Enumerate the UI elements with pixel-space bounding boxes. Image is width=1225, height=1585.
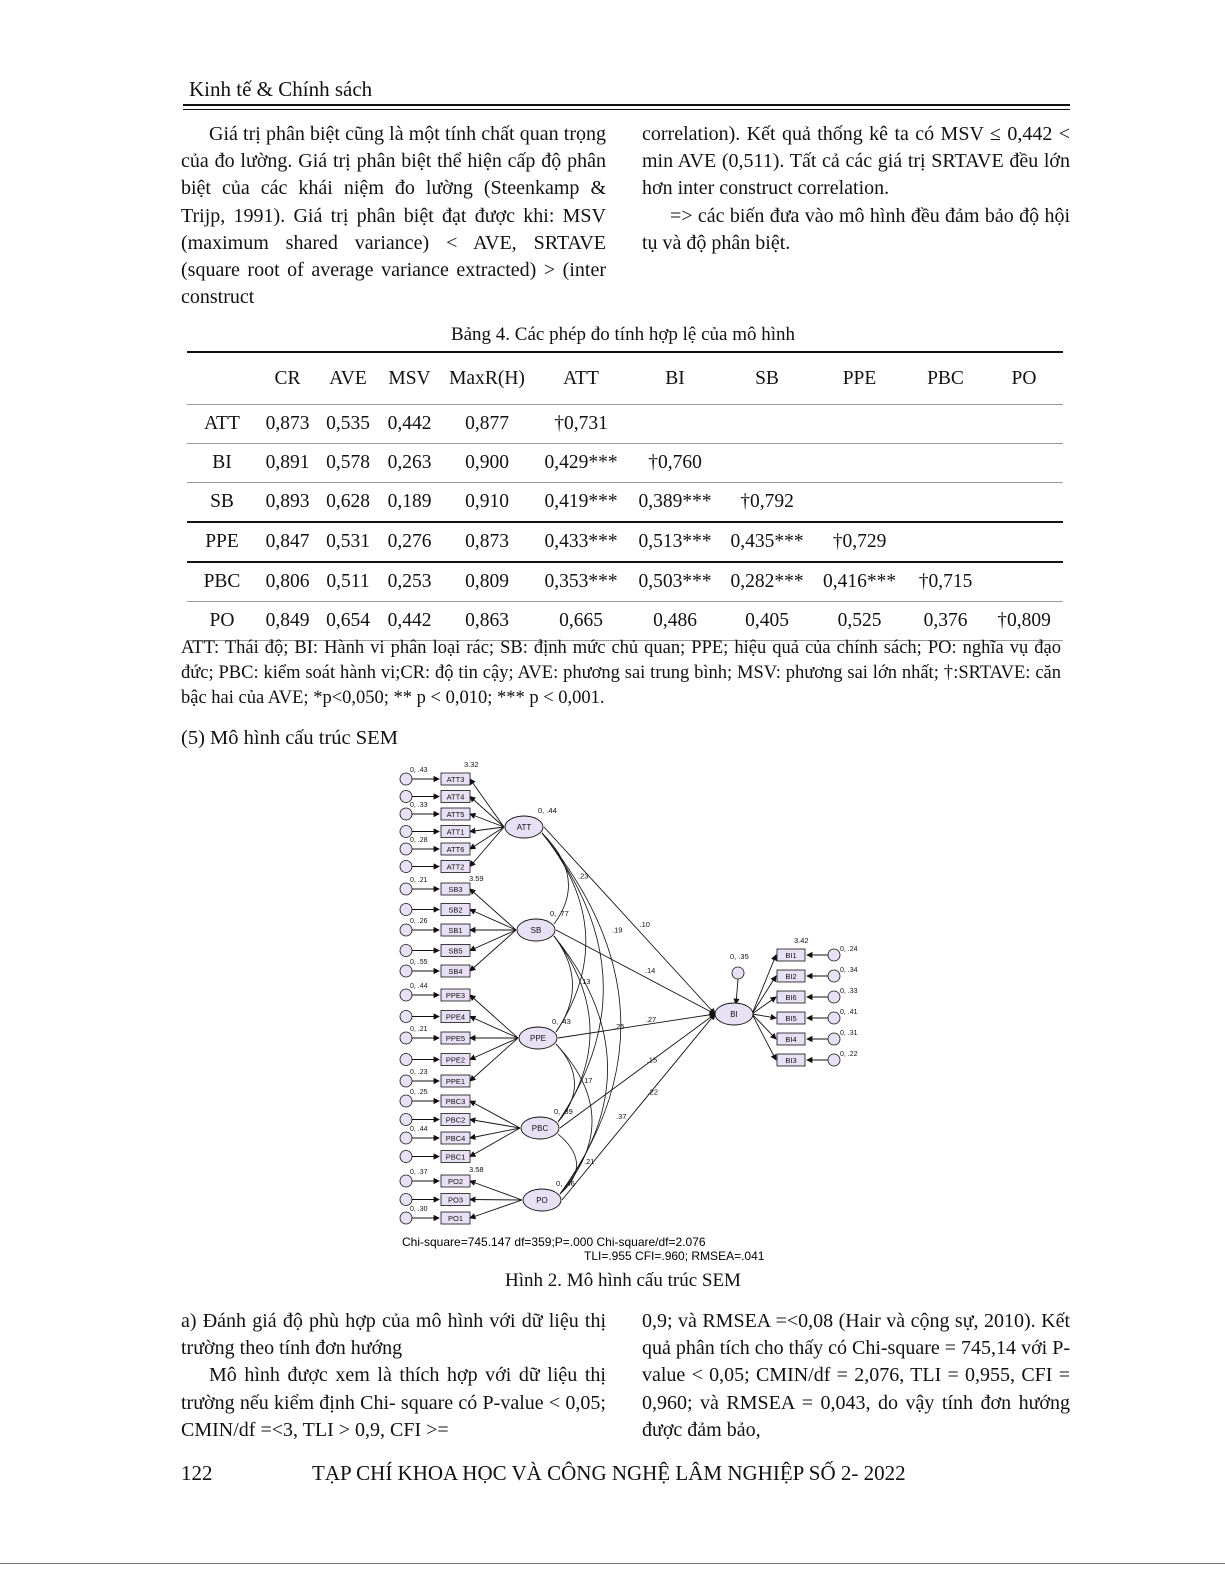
error-variance-label: 0, .28 <box>410 837 428 844</box>
table-header-cell: PBC <box>906 352 985 405</box>
latent-variance-label: 0, .39 <box>554 1107 573 1116</box>
table-cell: 0,433*** <box>533 522 629 562</box>
table-row <box>187 444 1063 483</box>
error-node <box>400 924 412 936</box>
structural-path <box>556 930 715 1014</box>
error-node <box>400 1095 412 1107</box>
intercept-label: 3.42 <box>794 936 809 945</box>
correlation-label: .17 <box>582 1076 593 1085</box>
correlation-arc <box>554 936 608 1194</box>
error-variance-label: 0, .21 <box>410 877 428 884</box>
indicator-label: PBC3 <box>445 1097 466 1106</box>
table-cell: 0,263 <box>378 444 441 483</box>
table-cell: 0,893 <box>257 483 318 523</box>
error-node <box>828 970 840 982</box>
table-cell <box>906 444 985 483</box>
disturbance-arrow <box>736 979 738 1004</box>
table-header-row <box>187 352 1063 405</box>
indicator-label: SB2 <box>448 905 463 915</box>
table-cell: PO <box>187 602 257 641</box>
loading-arrow <box>470 930 516 951</box>
error-node <box>400 808 412 820</box>
indicator-label: BI5 <box>785 1014 797 1023</box>
error-node <box>400 791 412 803</box>
error-node <box>400 883 412 895</box>
table-cell <box>985 522 1063 562</box>
table-cell: †0,715 <box>906 562 985 602</box>
indicator-label: BI1 <box>785 951 797 960</box>
indicator-label: BI6 <box>785 993 797 1002</box>
table-cell: 0,353*** <box>533 562 629 602</box>
latent-label: SB <box>530 926 542 935</box>
table-cell: †0,731 <box>533 405 629 444</box>
indicator-label: ATT6 <box>446 845 465 854</box>
table-cell: 0,873 <box>441 522 533 562</box>
header-rule-thin <box>183 109 1070 110</box>
table-cell: 0,891 <box>257 444 318 483</box>
table-cell: 0,511 <box>318 562 378 602</box>
table-cell: 0,442 <box>378 405 441 444</box>
table-cell: 0,535 <box>318 405 378 444</box>
indicator-label: BI2 <box>785 972 797 981</box>
table-cell: 0,863 <box>441 602 533 641</box>
table-cell: ATT <box>187 405 257 444</box>
indicator-label: ATT3 <box>446 775 465 784</box>
error-node <box>400 843 412 855</box>
error-variance-label: 0, .25 <box>410 1089 428 1096</box>
error-variance-label: 0, .30 <box>410 1206 428 1213</box>
indicator-label: PPE1 <box>445 1077 466 1086</box>
table-header-cell: BI <box>629 352 721 405</box>
intercept-label: 3.59 <box>469 874 484 883</box>
fit-stats-line1: Chi-square=745.147 df=359;P=.000 Chi-square/df=2.076 <box>402 1235 706 1249</box>
loading-arrow <box>470 1200 522 1218</box>
error-node <box>400 826 412 838</box>
table-cell <box>813 483 906 523</box>
table-cell: 0,419*** <box>533 483 629 523</box>
table-cell <box>721 405 813 444</box>
table-cell: SB <box>187 483 257 523</box>
disturbance-node <box>732 967 744 979</box>
table-cell: †0,792 <box>721 483 813 523</box>
table-cell: 0,900 <box>441 444 533 483</box>
indicator-label: ATT1 <box>446 827 465 837</box>
fit-stats-line2: TLI=.955 CFI=.960; RMSEA=.041 <box>584 1249 765 1263</box>
loading-arrow <box>470 1038 518 1081</box>
indicator-label: SB4 <box>448 967 463 976</box>
table-cell: 0,429*** <box>533 444 629 483</box>
correlation-arc <box>556 1044 595 1194</box>
structural-path <box>558 1014 715 1038</box>
indicator-label: SB5 <box>448 946 463 956</box>
error-variance-label: 0, .34 <box>840 967 858 974</box>
indicator-label: PBC4 <box>445 1134 466 1143</box>
indicator-label: BI4 <box>785 1035 797 1044</box>
table-header-cell <box>187 352 257 405</box>
table-cell: 0,877 <box>441 405 533 444</box>
body-left-column-bottom <box>181 1308 606 1444</box>
table-header-cell: MaxR(H) <box>441 352 533 405</box>
table-row <box>187 405 1063 444</box>
table-cell: 0,442 <box>378 602 441 641</box>
indicator-label: SB1 <box>448 926 463 935</box>
page-number: 122 <box>181 1461 213 1485</box>
table-cell: 0,376 <box>906 602 985 641</box>
correlation-label: .23 <box>578 871 589 881</box>
validity-table <box>187 351 1063 641</box>
path-coefficient-label: .22 <box>647 1087 659 1097</box>
latent-variance-label: 0, .44 <box>538 806 557 815</box>
paragraph: Giá trị phân biệt cũng là một tính chất quan trọng của đo lường. Giá trị phân biệt thể hiện cấp độ phân biệt của các khái niệm đo lường (Steenkamp & Trijp, 1991). Giá trị phân biệt đạt được khi: MSV (maximum shared variance) < AVE, SRTAVE (square root of average variance extracted) > (inter construct <box>181 123 606 309</box>
table-cell: 0,654 <box>318 602 378 641</box>
error-variance-label: 0, .43 <box>410 767 428 774</box>
loading-arrow <box>470 827 504 849</box>
error-node <box>400 989 412 1001</box>
journal-name: TẠP CHÍ KHOA HỌC VÀ CÔNG NGHỆ LÂM NGHIỆP SỐ 2- 2022 <box>312 1461 906 1485</box>
error-node <box>400 1151 412 1163</box>
error-variance-label: 0, .33 <box>410 802 428 809</box>
table-header-cell: MSV <box>378 352 441 405</box>
error-node <box>828 949 840 961</box>
error-variance-label: 0, .23 <box>410 1069 428 1076</box>
indicator-label: ATT2 <box>446 862 465 872</box>
loading-arrow <box>752 1014 776 1060</box>
table-cell: 0,405 <box>721 602 813 641</box>
table-header-cell: SB <box>721 352 813 405</box>
table-cell: BI <box>187 444 257 483</box>
section-title: (5) Mô hình cấu trúc SEM <box>181 727 398 749</box>
table-cell <box>721 444 813 483</box>
latent-variance-label: 0, .35 <box>730 952 749 961</box>
error-variance-label: 0, .22 <box>840 1051 858 1058</box>
page-bottom-rule <box>0 1563 1225 1564</box>
error-node <box>828 1012 840 1024</box>
error-variance-label: 0, .44 <box>410 983 428 990</box>
table-cell: 0,873 <box>257 405 318 444</box>
error-variance-label: 0, .37 <box>410 1169 428 1176</box>
table-caption: Bảng 4. Các phép đo tính hợp lệ của mô hình <box>450 324 796 345</box>
path-coefficient-label: .27 <box>645 1014 657 1024</box>
loading-arrow <box>470 1128 520 1138</box>
loading-arrow <box>470 1038 518 1060</box>
table-header-cell: ATT <box>533 352 629 405</box>
error-node <box>400 1032 412 1044</box>
table-cell: 0,806 <box>257 562 318 602</box>
indicator-label: PPE2 <box>445 1055 466 1065</box>
error-node <box>400 1114 412 1126</box>
paragraph: Mô hình được xem là thích hợp với dữ liệu thị trường nếu kiểm định Chi- square có P-value < 0,05; CMIN/df =<3, TLI > 0,9, CFI >= <box>181 1364 606 1441</box>
subsection-heading: a) Đánh giá độ phù hợp của mô hình với dữ liệu thị trường theo tính đơn hướng <box>181 1310 606 1360</box>
error-variance-label: 0, .41 <box>840 1009 858 1016</box>
error-variance-label: 0, .33 <box>840 988 858 995</box>
loading-arrow <box>470 827 504 867</box>
latent-label: ATT <box>516 823 532 832</box>
table-cell: 0,849 <box>257 602 318 641</box>
indicator-label: PPE5 <box>445 1034 466 1043</box>
indicator-label: ATT5 <box>446 810 465 819</box>
loading-arrow <box>470 910 516 931</box>
indicator-label: PO1 <box>447 1214 464 1223</box>
table-cell: 0,910 <box>441 483 533 523</box>
loading-arrow <box>470 1017 518 1039</box>
header-rule <box>183 104 1070 106</box>
table-cell: 0,809 <box>441 562 533 602</box>
latent-variance-label: 0, .43 <box>552 1017 571 1026</box>
error-node <box>828 1054 840 1066</box>
table-cell: 0,628 <box>318 483 378 523</box>
table-cell: 0,665 <box>533 602 629 641</box>
table-cell: 0,389*** <box>629 483 721 523</box>
table-cell: 0,503*** <box>629 562 721 602</box>
intercept-label: 3.58 <box>469 1165 484 1174</box>
latent-label: PO <box>536 1196 548 1205</box>
table-cell <box>813 405 906 444</box>
indicator-label: PPE3 <box>445 991 466 1000</box>
correlation-label: .19 <box>612 925 623 935</box>
table-cell <box>906 522 985 562</box>
loading-arrow <box>470 889 516 930</box>
latent-label: BI <box>730 1010 738 1019</box>
error-node <box>400 1011 412 1023</box>
running-header: Kinh tế & Chính sách <box>189 77 373 101</box>
correlation-arc <box>554 936 593 1122</box>
paragraph: 0,9; và RMSEA =<0,08 (Hair và cộng sự, 2010). Kết quả phân tích cho thấy có Chi-square = 745,14 với P-value < 0,05; CMIN/df = 2,076, TLI = 0,955, CFI = 0,960; và RMSEA = 0,043, do vậy tính đơn hướng được đảm bảo, <box>642 1310 1070 1441</box>
table-row <box>187 602 1063 641</box>
path-coefficient-label: .15 <box>646 1055 658 1065</box>
error-node <box>400 965 412 977</box>
error-node <box>400 1175 412 1187</box>
indicator-label: PPE4 <box>445 1012 466 1022</box>
error-node <box>828 991 840 1003</box>
table-cell <box>985 405 1063 444</box>
loading-arrow <box>470 930 516 971</box>
indicator-label: SB3 <box>448 885 463 894</box>
indicator-label: PO2 <box>447 1177 464 1186</box>
table-cell: 0,253 <box>378 562 441 602</box>
table-cell: †0,760 <box>629 444 721 483</box>
latent-variance-label: 0, .77 <box>550 909 569 918</box>
figure-caption: Hình 2. Mô hình cấu trúc SEM <box>505 1270 741 1291</box>
sem-diagram <box>384 755 864 1265</box>
table-cell: PBC <box>187 562 257 602</box>
correlation-label: .13 <box>580 977 591 986</box>
body-left-column <box>181 121 606 311</box>
indicator-label: ATT4 <box>446 792 465 802</box>
error-node <box>828 1033 840 1045</box>
error-node <box>400 1212 412 1224</box>
table-cell: 0,486 <box>629 602 721 641</box>
latent-variance-label: 0, .46 <box>556 1179 575 1188</box>
table-header-cell: PPE <box>813 352 906 405</box>
indicator-label: PBC1 <box>445 1152 466 1162</box>
body-right-column <box>642 121 1070 257</box>
table-cell <box>985 483 1063 523</box>
loading-arrow <box>470 1128 520 1157</box>
body-right-column-bottom <box>642 1308 1070 1444</box>
table-cell: 0,416*** <box>813 562 906 602</box>
table-cell <box>813 444 906 483</box>
indicator-label: PO3 <box>447 1195 464 1205</box>
paragraph: correlation). Kết quả thống kê ta có MSV ≤ 0,442 < min AVE (0,511). Tất cả các giá trị SRTAVE đều lớn hơn inter construct correlation. <box>642 123 1070 200</box>
error-node <box>400 904 412 916</box>
table-cell <box>629 405 721 444</box>
structural-path <box>560 1014 715 1128</box>
path-coefficient-label: .10 <box>639 919 650 929</box>
table-cell: 0,282*** <box>721 562 813 602</box>
error-node <box>400 1132 412 1144</box>
correlation-arc <box>542 833 621 1194</box>
path-coefficient-label: .14 <box>644 966 656 976</box>
latent-label: PBC <box>531 1124 549 1133</box>
indicator-label: PBC2 <box>445 1115 466 1125</box>
error-node <box>400 1075 412 1087</box>
table-header-cell: CR <box>257 352 318 405</box>
table-cell <box>985 562 1063 602</box>
error-variance-label: 0, .21 <box>410 1026 428 1033</box>
table-cell: 0,435*** <box>721 522 813 562</box>
structural-path <box>562 1014 715 1200</box>
latent-label: PPE <box>529 1034 547 1043</box>
error-variance-label: 0, .26 <box>410 918 428 925</box>
table-cell: †0,729 <box>813 522 906 562</box>
error-variance-label: 0, .44 <box>410 1126 428 1133</box>
table-cell <box>906 405 985 444</box>
table-cell <box>985 444 1063 483</box>
error-node <box>400 861 412 873</box>
error-node <box>400 1194 412 1206</box>
indicator-label: BI3 <box>785 1056 797 1065</box>
loading-arrow <box>470 1181 522 1200</box>
structural-path <box>544 827 715 1014</box>
table-cell <box>906 483 985 523</box>
loading-arrow <box>470 797 504 828</box>
correlation-label: .25 <box>614 1022 625 1031</box>
error-node <box>400 1054 412 1066</box>
error-node <box>400 773 412 785</box>
table-cell: 0,276 <box>378 522 441 562</box>
error-variance-label: 0, .24 <box>840 946 858 953</box>
error-node <box>400 945 412 957</box>
intercept-label: 3.32 <box>464 760 479 769</box>
loading-arrow <box>470 995 518 1038</box>
table-header-cell: AVE <box>318 352 378 405</box>
correlation-label: .37 <box>616 1112 627 1121</box>
table-row <box>187 522 1063 562</box>
table-cell: 0,189 <box>378 483 441 523</box>
table-cell: 0,525 <box>813 602 906 641</box>
loading-arrow <box>470 779 504 827</box>
table-cell: 0,578 <box>318 444 378 483</box>
loading-arrow <box>752 976 776 1014</box>
paragraph: => các biến đưa vào mô hình đều đảm bảo độ hội tụ và độ phân biệt. <box>642 204 1070 254</box>
table-row <box>187 562 1063 602</box>
table-cell: PPE <box>187 522 257 562</box>
error-variance-label: 0, .55 <box>410 959 428 966</box>
table-header-cell: PO <box>985 352 1063 405</box>
table-cell: 0,531 <box>318 522 378 562</box>
table-notes: ATT: Thái độ; BI: Hành vi phân loại rác; SB: định mức chủ quan; PPE; hiệu quả của chính sách; PO: nghĩa vụ đạo đức; PBC: kiểm soát hành vi;CR: độ tin cậy; AVE: phương sai trung bình; MSV: phương sai lớn nhất; †:SRTAVE: căn bậc hai của AVE; *p<0,050; ** p < 0,010; *** p < 0,001. <box>181 638 1061 708</box>
table-row <box>187 483 1063 523</box>
error-variance-label: 0, .31 <box>840 1030 858 1037</box>
correlation-label: .21 <box>584 1157 595 1166</box>
table-cell: 0,847 <box>257 522 318 562</box>
table-cell: †0,809 <box>985 602 1063 641</box>
table-cell: 0,513*** <box>629 522 721 562</box>
correlation-arc <box>542 833 603 1122</box>
loading-arrow <box>470 1200 522 1201</box>
